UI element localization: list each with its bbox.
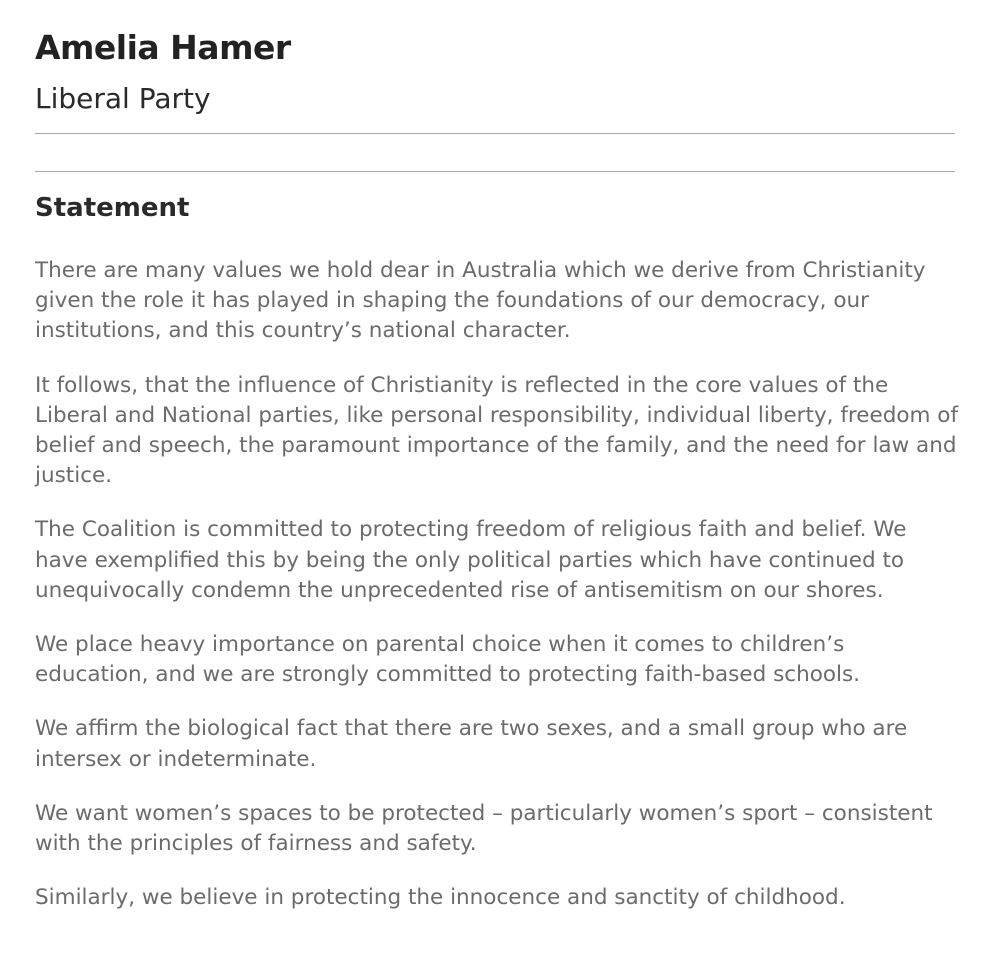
statement-paragraph: It follows, that the influence of Christianity is reflected in the core values of the Liberal and National parties, like personal responsibility, individual liberty, freedom of belief and speech, the paramount importance of the family, and the need for law and justice.	[35, 372, 959, 489]
party-name: Liberal Party	[35, 82, 211, 115]
statement-heading: Statement	[35, 193, 190, 223]
statement-body	[35, 256, 960, 937]
statement-paragraph: Similarly, we believe in protecting the innocence and sanctity of childhood.	[35, 885, 846, 911]
statement-paragraph: There are many values we hold dear in Australia which we derive from Christianity given the role it has played in shaping the foundations of our democracy, our institutions, and this country’s national character.	[35, 258, 926, 344]
statement-paragraph: We affirm the biological fact that there are two sexes, and a small group who are intersex or indeterminate.	[35, 716, 908, 772]
divider	[35, 133, 955, 134]
statement-paragraph: The Coalition is committed to protecting freedom of religious faith and belief. We have exemplified this by being the only political parties which have continued to unequivocally condemn the unprecedented rise of antisemitism on our shores.	[35, 517, 907, 603]
statement-paragraph: We place heavy importance on parental choice when it comes to children’s education, and we are strongly committed to protecting faith-based schools.	[35, 632, 861, 688]
divider	[35, 171, 955, 172]
statement-paragraph: We want women’s spaces to be protected – particularly women’s sport – consistent with the principles of fairness and safety.	[35, 800, 933, 857]
candidate-name: Amelia Hamer	[35, 28, 291, 67]
